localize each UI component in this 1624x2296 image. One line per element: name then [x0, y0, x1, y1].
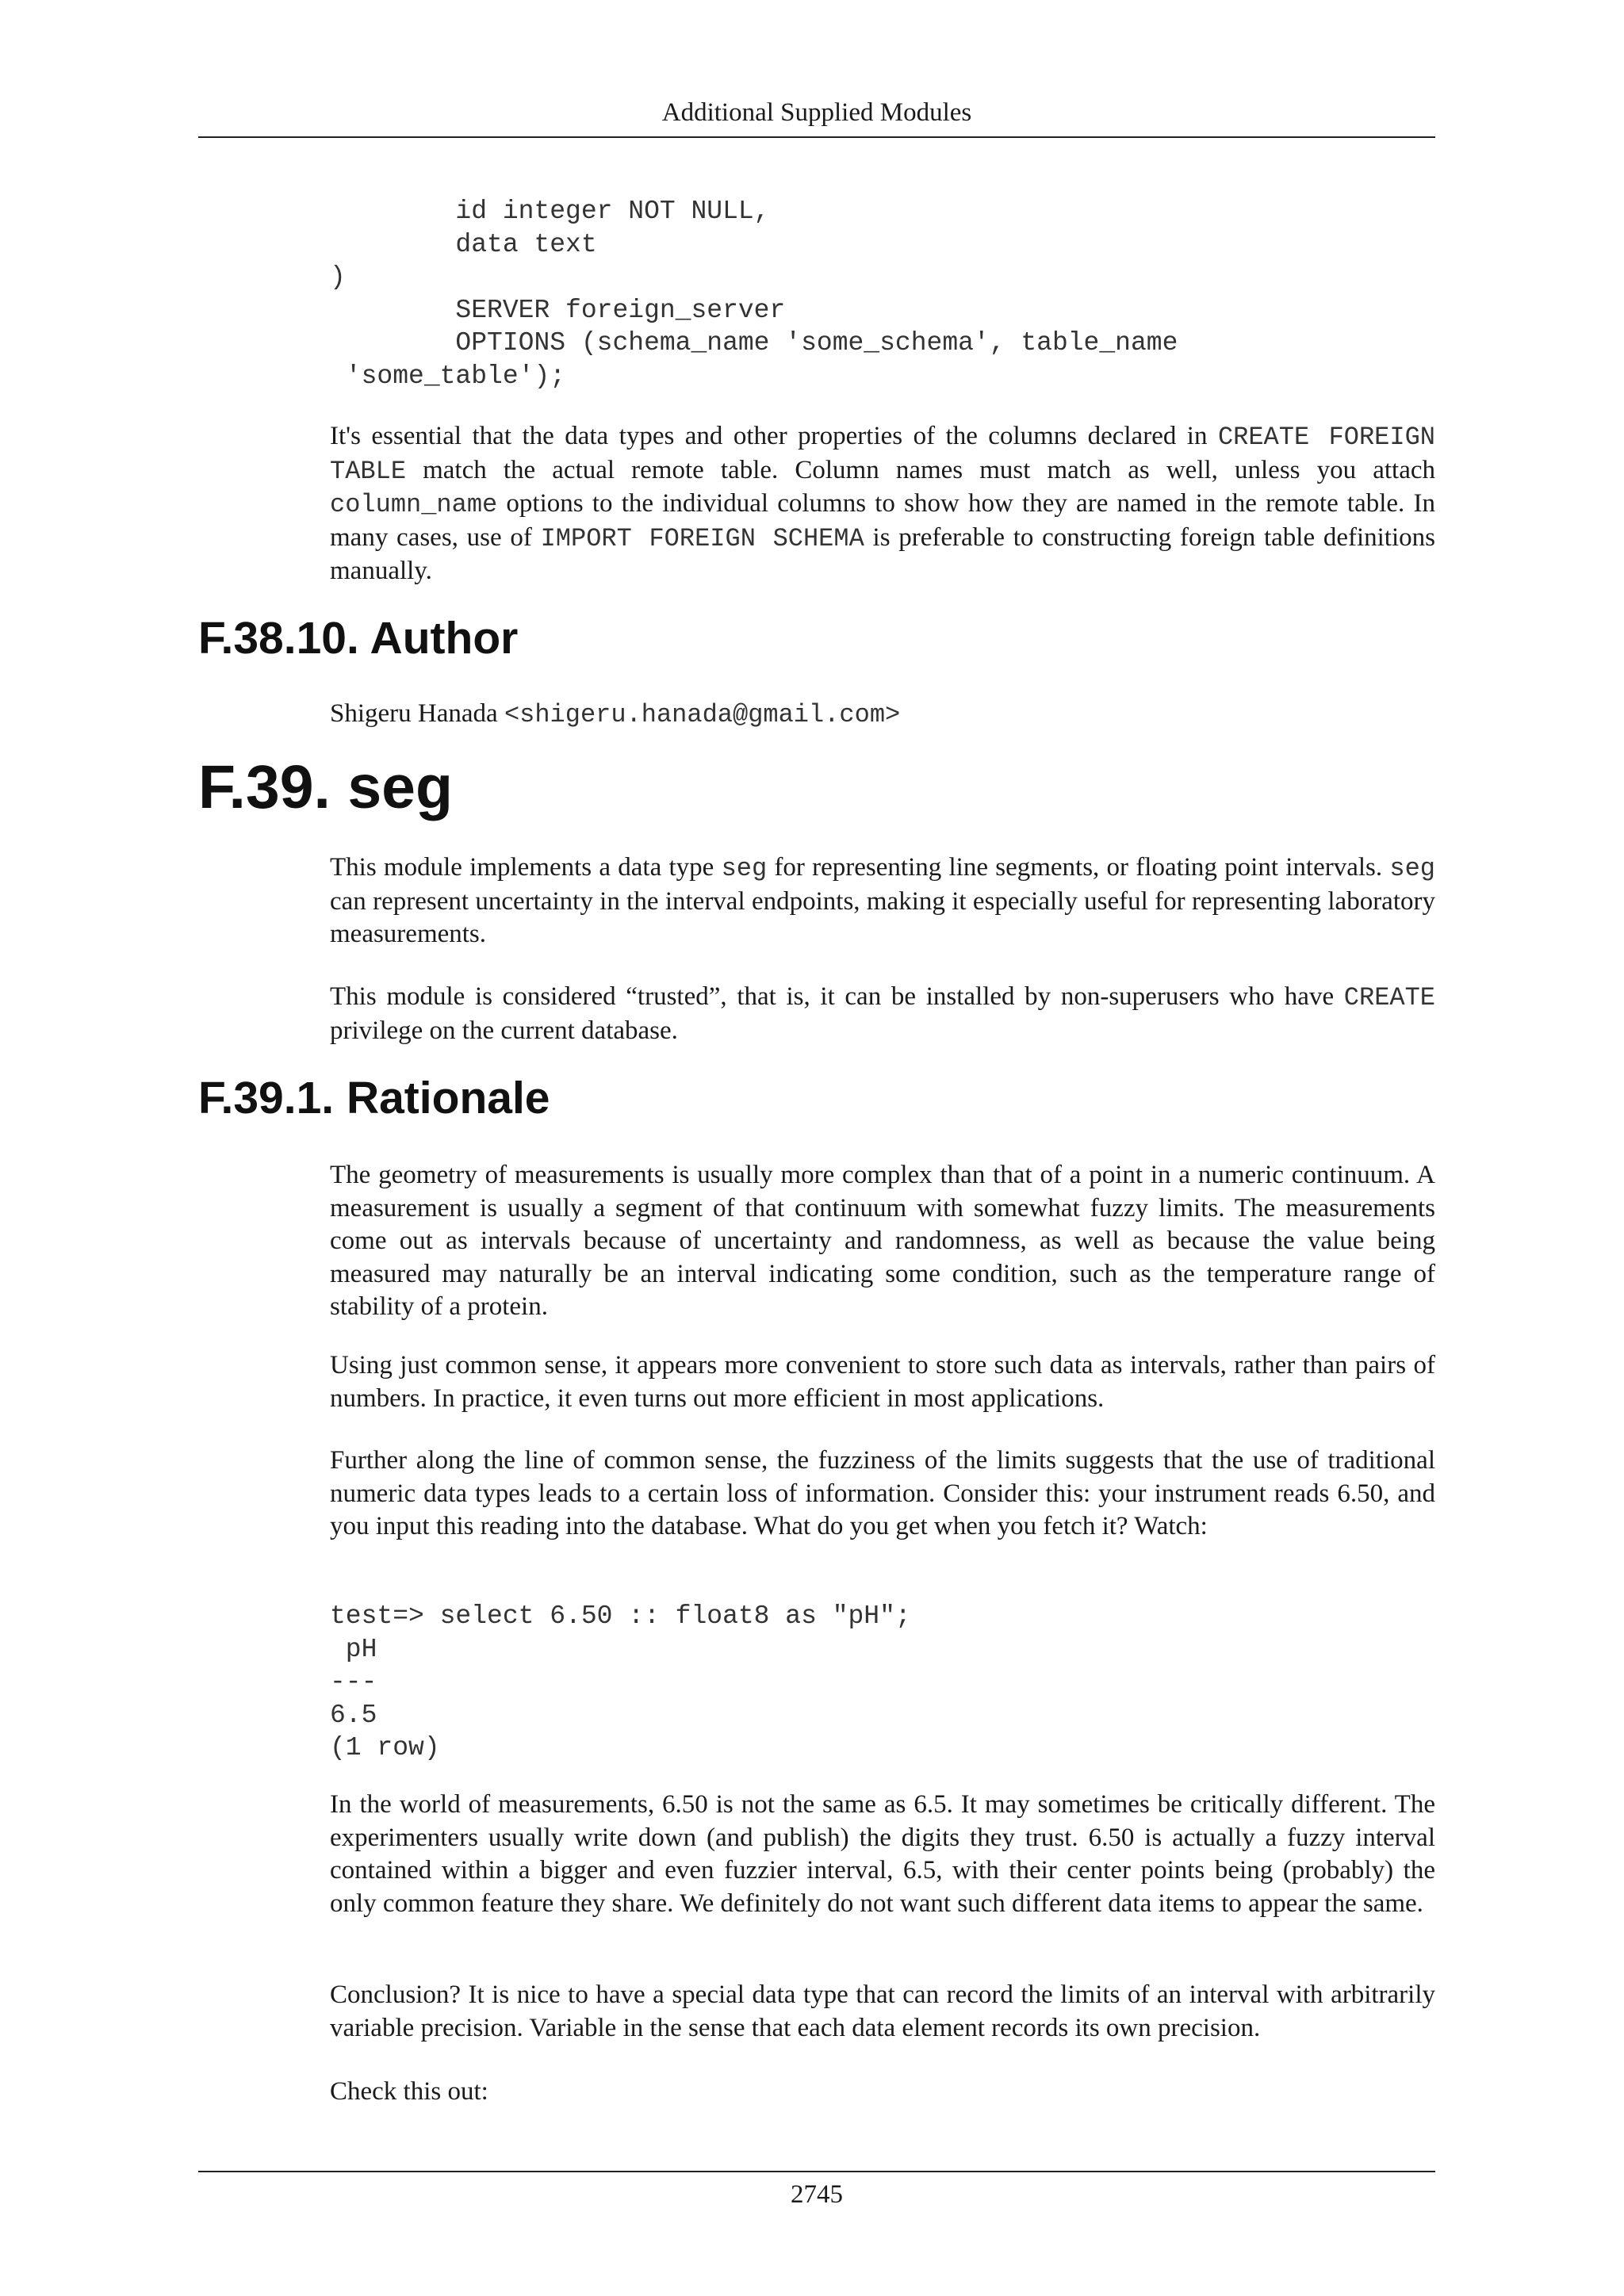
header-rule — [198, 136, 1435, 138]
running-header: Additional Supplied Modules — [661, 98, 972, 127]
inline-code: CREATE FOREIGN TABLE — [330, 423, 1435, 486]
text-run: options to the individual columns to show how they are named in the remote table. In many cases, use of — [330, 489, 1435, 552]
page-number: 2745 — [791, 2180, 843, 2209]
text-run: privilege on the current database. — [330, 1016, 678, 1045]
inline-code: seg — [721, 854, 768, 883]
author-name: Shigeru Hanada — [330, 699, 504, 728]
code-block-foreign-table: id integer NOT NULL, data text ) SERVER foreign_server OPTIONS (schema_name 'some_schema', table_name 'some_table'); — [330, 197, 1178, 391]
paragraph-seg-intro — [330, 851, 1435, 951]
inline-code: CREATE — [1343, 983, 1435, 1012]
text-run: match the actual remote table. Column names must match as well, unless you attach — [406, 455, 1435, 484]
paragraph-rationale-4: In the world of measurements, 6.50 is not the same as 6.5. It may sometimes be critically different. The experimenters usually write down (and publish) the digits they trust. 6.50 is actually a fuzzy interval contained within a bigger and even fuzzier interval, 6.5, with their center points being (probably) the only common feature they share. We definitely do not want such different data items to appear the same. — [330, 1790, 1435, 1918]
section-heading-rationale: F.39.1. Rationale — [198, 1073, 550, 1123]
inline-code: seg — [1389, 854, 1435, 883]
text-run: This module is considered “trusted”, that is, it can be installed by non-superusers who have — [330, 982, 1344, 1011]
code-block-ph-query: test=> select 6.50 :: float8 as "pH"; pH --- 6.5 (1 row) — [330, 1601, 911, 1762]
paragraph-rationale-3: Further along the line of common sense, the fuzziness of the limits suggests that the use of traditional numeric data types leads to a certain loss of information. Consider this: your instrument reads 6.50, and you input this reading into the database. What do you get when you fetch it? Watch: — [330, 1446, 1435, 1540]
text-run: It's essential that the data types and other properties of the columns declared in — [330, 422, 1218, 450]
text-run: This module implements a data type — [330, 853, 722, 882]
inline-code: IMPORT FOREIGN SCHEMA — [540, 523, 864, 553]
paragraph-rationale-2: Using just common sense, it appears more convenient to store such data as intervals, rather than pairs of numbers. In practice, it even turns out more efficient in most applications. — [330, 1351, 1435, 1413]
chapter-heading-seg: F.39. seg — [198, 753, 454, 821]
paragraph-rationale-5: Conclusion? It is nice to have a special data type that can record the limits of an interval with arbitrarily variable precision. Variable in the sense that each data element records its own precision. — [330, 1980, 1435, 2042]
text-run: for representing line segments, or floating point intervals. — [767, 853, 1390, 882]
inline-code: column_name — [330, 490, 498, 519]
author-line — [330, 698, 1435, 732]
paragraph-column-matching — [330, 420, 1435, 588]
paragraph-trusted — [330, 981, 1435, 1047]
section-heading-author: F.38.10. Author — [198, 613, 519, 664]
footer-rule — [198, 2171, 1435, 2172]
paragraph-rationale-1: The geometry of measurements is usually more complex than that of a point in a numeric continuum. A measurement is usually a segment of that continuum with somewhat fuzzy limits. The measurements come out as intervals because of uncertainty and randomness, as well as because the value being measured may naturally be an interval indicating some condition, such as the temperature range of stability of a protein. — [330, 1161, 1435, 1321]
author-email: <shigeru.hanada@gmail.com> — [504, 700, 901, 729]
text-run: is preferable to constructing foreign table definitions manually. — [330, 522, 1435, 585]
paragraph-rationale-6: Check this out: — [330, 2077, 488, 2106]
text-run: can represent uncertainty in the interval endpoints, making it especially useful for representing laboratory measurements. — [330, 886, 1435, 948]
